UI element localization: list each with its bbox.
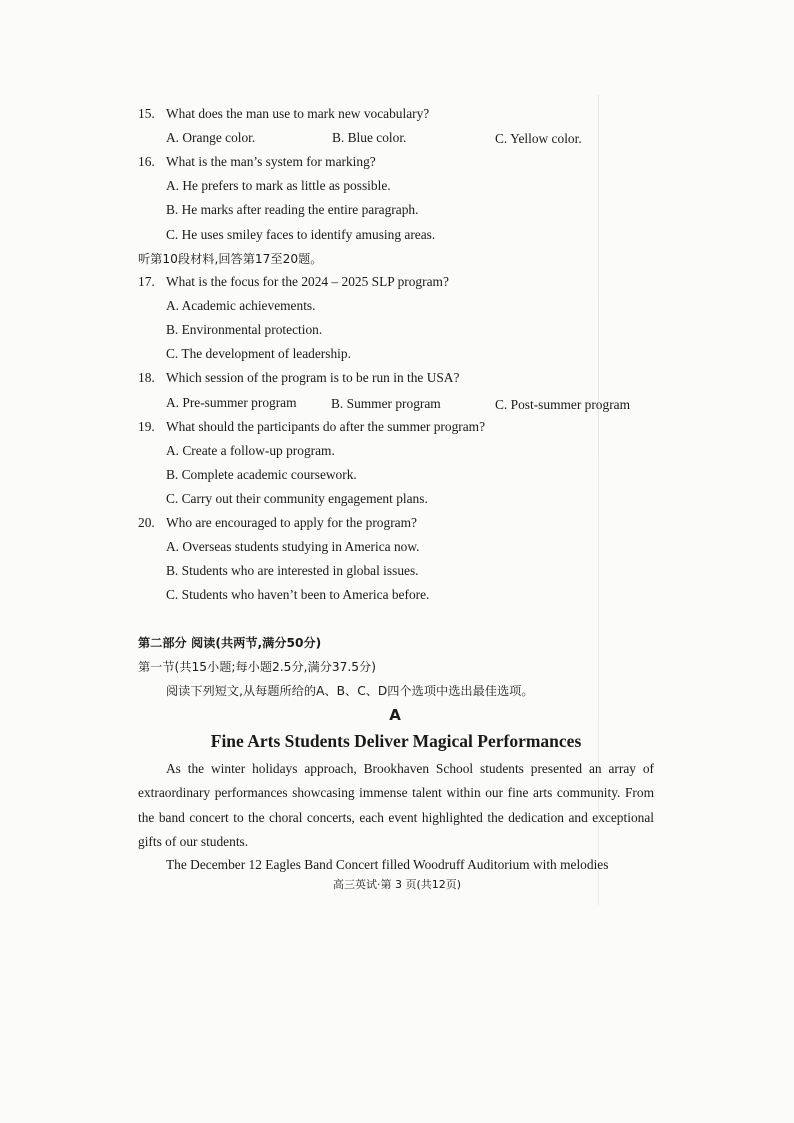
question-18 bbox=[138, 370, 459, 386]
reading-directions: 阅读下列短文,从每题所给的A、B、C、D四个选项中选出最佳选项。 bbox=[166, 684, 534, 698]
passage-paragraph bbox=[138, 853, 654, 877]
page-footer: 高三英试·第 3 页(共12页) bbox=[332, 878, 462, 891]
question-20 bbox=[138, 515, 417, 531]
question-stem: Who are encouraged to apply for the program? bbox=[166, 515, 417, 530]
question-stem: What does the man use to mark new vocabulary? bbox=[166, 106, 430, 121]
question-number: 18. bbox=[138, 370, 155, 385]
question-stem: What is the focus for the 2024 – 2025 SLP program? bbox=[166, 274, 449, 289]
option-c: C. Students who haven’t been to America before. bbox=[166, 587, 430, 602]
option-c: C. The development of leadership. bbox=[166, 346, 351, 361]
question-17 bbox=[138, 274, 449, 290]
option-b: B. Environmental protection. bbox=[166, 322, 323, 337]
option-c: C. Post-summer program bbox=[495, 397, 631, 412]
option-a: A. Overseas students studying in America now. bbox=[166, 539, 420, 554]
question-19 bbox=[138, 419, 485, 435]
option-c: C. Yellow color. bbox=[495, 131, 582, 146]
listening-instruction: 听第10段材料,回答第17至20题。 bbox=[138, 252, 323, 266]
option-a: A. Academic achievements. bbox=[166, 298, 316, 313]
question-15 bbox=[138, 106, 429, 122]
question-stem: What should the participants do after the summer program? bbox=[166, 419, 486, 434]
passage-title: Fine Arts Students Deliver Magical Performances bbox=[210, 731, 582, 751]
option-a: A. Pre-summer program bbox=[166, 395, 297, 410]
question-number: 20. bbox=[138, 515, 155, 530]
part-heading: 第二部分 阅读(共两节,满分50分) bbox=[138, 636, 322, 650]
passage-letter: A bbox=[389, 706, 401, 724]
paragraph-text: The December 12 Eagles Band Concert filled Woodruff Auditorium with melodies bbox=[166, 857, 609, 872]
option-a: A. Orange color. bbox=[166, 130, 256, 145]
option-b: B. Complete academic coursework. bbox=[166, 467, 357, 482]
question-stem: Which session of the program is to be run in the USA? bbox=[166, 370, 460, 385]
question-16 bbox=[138, 154, 376, 170]
question-number: 16. bbox=[138, 154, 155, 169]
option-a: A. Create a follow-up program. bbox=[166, 443, 335, 458]
question-number: 15. bbox=[138, 106, 155, 121]
option-a: A. He prefers to mark as little as possible. bbox=[166, 178, 391, 193]
option-b: B. Students who are interested in global issues. bbox=[166, 563, 419, 578]
section-heading: 第一节(共15小题;每小题2.5分,满分37.5分) bbox=[138, 660, 376, 674]
question-number: 17. bbox=[138, 274, 155, 289]
passage-paragraph bbox=[138, 757, 654, 854]
paragraph-text: As the winter holidays approach, Brookhaven School students presented an array of extraordinary performances showcasing immense talent within our fine arts community. From the band concert to the choral concerts, each event highlighted the dedication and exceptional gifts of our students. bbox=[138, 761, 654, 849]
option-c: C. He uses smiley faces to identify amusing areas. bbox=[166, 227, 436, 242]
option-b: B. Summer program bbox=[331, 396, 441, 411]
option-c: C. Carry out their community engagement plans. bbox=[166, 491, 428, 506]
question-number: 19. bbox=[138, 419, 155, 434]
question-stem: What is the man’s system for marking? bbox=[166, 154, 376, 169]
option-b: B. Blue color. bbox=[332, 130, 407, 145]
option-b: B. He marks after reading the entire paragraph. bbox=[166, 202, 419, 217]
